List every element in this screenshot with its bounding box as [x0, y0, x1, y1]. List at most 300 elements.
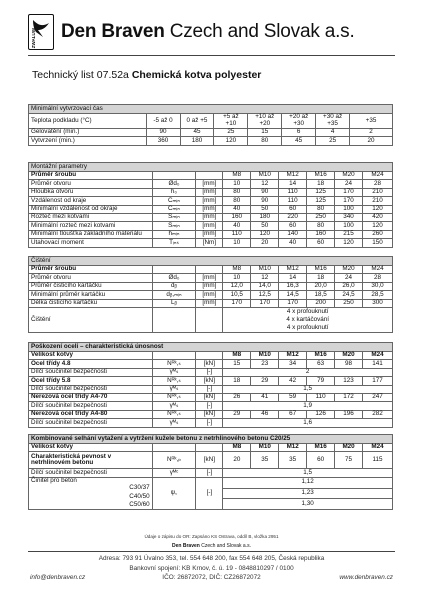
parameter-unit: [mm]: [196, 274, 223, 282]
parameter-value: 115: [363, 452, 393, 469]
table-cell: [152, 172, 196, 180]
mounting-parameters-table: [28, 162, 393, 248]
table-cell: [196, 307, 223, 332]
safety-factor-row: [29, 469, 393, 477]
cleaning-step: 4 x profouknutí: [286, 307, 329, 315]
parameter-value: 15: [223, 360, 251, 368]
parameter-value: 420: [363, 213, 393, 221]
mounting-section-title: Montážní parametry: [29, 163, 393, 172]
parameter-symbol: γᴹₛ: [152, 368, 196, 376]
parameter-symbol: Nᴿᵏ,ₛ: [152, 360, 196, 368]
parameter-unit: [mm]: [196, 299, 223, 307]
parameter-value: 24: [335, 274, 363, 282]
parameter-label: Délka čisticího kartáčku: [29, 299, 153, 307]
parameter-value: 80: [223, 188, 251, 196]
parameter-value: 180: [251, 213, 279, 221]
parameter-unit: [-]: [196, 368, 223, 376]
concrete-failure-table: [28, 434, 393, 510]
parameter-symbol: γᴹᶜ: [152, 469, 196, 477]
parameter-label: Minimální vzdálenost od okraje: [29, 205, 153, 213]
table-cell: [152, 307, 196, 332]
parameter-unit: [-]: [196, 477, 223, 509]
parameter-symbol: Ød₀: [152, 180, 196, 188]
parameter-unit: [mm]: [196, 291, 223, 299]
curing-value: 2: [350, 129, 393, 137]
parameter-label: Nerezová ocel třídy A4-80: [29, 410, 153, 418]
size-header: M20: [335, 352, 363, 360]
size-header: M12: [279, 266, 307, 274]
size-header: M8: [223, 352, 251, 360]
parameter-symbol: Nᴿᵏ,ₛ: [152, 377, 196, 385]
parameter-symbol: h₀: [152, 188, 196, 196]
parameter-unit: [mm]: [196, 180, 223, 188]
parameter-value: 35: [251, 452, 279, 469]
curing-row: [29, 137, 393, 145]
parameter-symbol: Sₘᵢₙ: [152, 213, 196, 221]
parameter-unit: [-]: [196, 402, 223, 410]
curing-value: 80: [248, 137, 282, 145]
parameter-merged-value: 1,6: [223, 419, 393, 427]
parameter-unit: [mm]: [196, 222, 223, 230]
parameter-value: 20: [223, 452, 251, 469]
parameter-merged-value: 1,5: [223, 385, 393, 393]
parameter-row: [29, 239, 393, 247]
temperature-row: [29, 114, 393, 129]
parameter-label: Ocel třídy 4.8: [29, 360, 153, 368]
curing-value: 360: [146, 137, 180, 145]
parameter-value: 18: [223, 377, 251, 385]
parameter-label: Průměr čisticího kartáčku: [29, 282, 153, 290]
parameter-row: [29, 188, 393, 196]
parameter-label: Průměr otvoru: [29, 180, 153, 188]
concrete-class: C50/60: [129, 500, 150, 508]
parameter-value: 80: [307, 222, 335, 230]
parameter-value: 29: [223, 410, 251, 418]
parameter-value: 250: [335, 299, 363, 307]
concrete-factor-title: Činitel pro beton: [31, 476, 77, 484]
parameter-value: 80: [223, 197, 251, 205]
parameter-unit: [kN]: [196, 452, 223, 469]
parameter-value: 250: [307, 213, 335, 221]
size-header: M20: [335, 444, 363, 452]
size-header: M10: [251, 172, 279, 180]
parameter-unit: [-]: [196, 385, 223, 393]
size-header: M16: [307, 172, 335, 180]
parameter-row: [29, 222, 393, 230]
concrete-factor-row: [29, 477, 393, 488]
curing-value: 4: [316, 129, 350, 137]
parameter-symbol: Cₘᵢₙ: [152, 197, 196, 205]
curing-row-label: Gelovatění (min.): [29, 129, 147, 137]
parameter-value: 215: [335, 230, 363, 238]
footer-divider: [28, 551, 395, 552]
parameter-row: [29, 410, 393, 418]
parameter-unit: [-]: [196, 419, 223, 427]
parameter-value: 18: [307, 274, 335, 282]
parameter-value: 41: [251, 393, 279, 401]
curing-value: 25: [214, 129, 248, 137]
parameter-row: [29, 180, 393, 188]
size-header: M24: [363, 172, 393, 180]
parameter-value: 12,5: [251, 291, 279, 299]
parameter-symbol: γᴹₛ: [152, 385, 196, 393]
parameter-value: 40: [223, 222, 251, 230]
size-header: M24: [363, 352, 393, 360]
temperature-range: +5 až +10: [214, 114, 248, 129]
size-header-label: Průměr šroubu: [29, 172, 153, 180]
footer-brand-rest: Czech and Slovak a.s.: [199, 543, 251, 549]
parameter-unit: [kN]: [196, 393, 223, 401]
parameter-label: Minimální průměr kartáčku: [29, 291, 153, 299]
steel-failure-table: [28, 342, 393, 428]
parameter-unit: [kN]: [196, 410, 223, 418]
parameter-unit: [kN]: [196, 360, 223, 368]
parameter-value: 170: [223, 299, 251, 307]
parameter-symbol: ψ꜀: [152, 477, 196, 509]
parameter-symbol: Nᴿᵏ,ₛ: [152, 393, 196, 401]
size-header-row: [29, 172, 393, 180]
size-header: M16: [307, 444, 335, 452]
curing-section-title: Minimální vytvrzovací čas: [29, 105, 393, 114]
parameter-label: Dílčí součinitel bezpečnosti: [29, 385, 153, 393]
parameter-value: 160: [307, 230, 335, 238]
parameter-row: [29, 419, 393, 427]
parameter-value: 80: [307, 205, 335, 213]
parameter-label: Vzdálenost od kraje: [29, 197, 153, 205]
parameter-value: 40: [279, 239, 307, 247]
parameter-value: 110: [307, 393, 335, 401]
parameter-value: 170: [279, 299, 307, 307]
footer-website[interactable]: www.denbraven.cz: [339, 574, 393, 581]
parameter-symbol: Tᵢₙₛ: [152, 239, 196, 247]
temperature-range: +10 až +20: [248, 114, 282, 129]
parameter-label: Ocel třídy 5.8: [29, 377, 153, 385]
parameter-value: 12: [251, 274, 279, 282]
size-header: M12: [279, 352, 307, 360]
parameter-value: 35: [279, 452, 307, 469]
parameter-label: Dílčí součinitel bezpečnosti: [29, 469, 153, 477]
curing-value: 25: [316, 137, 350, 145]
page-header: [28, 12, 408, 52]
curing-value: 45: [282, 137, 316, 145]
cleaning-section-title: Čištění: [29, 257, 393, 266]
temperature-range: 0 až +5: [180, 114, 214, 129]
parameter-unit: [mm]: [196, 197, 223, 205]
parameter-value: 79: [307, 377, 335, 385]
size-header-label: Velikost kotvy: [29, 352, 153, 360]
parameter-symbol: Nᴿᵏ,ₛ: [152, 410, 196, 418]
size-header: M20: [335, 266, 363, 274]
table-cell: [196, 444, 223, 452]
size-header: M8: [223, 444, 251, 452]
parameter-value: 150: [363, 239, 393, 247]
size-header: M20: [335, 172, 363, 180]
footer-bank: Bankovní spojení: KB Krnov, č. ú. 19 - 0848810297 / 0100: [129, 565, 294, 572]
footer-email[interactable]: info@denbraven.cz: [30, 574, 86, 581]
table-cell: [152, 444, 196, 452]
company-name: [61, 21, 355, 43]
concrete-section-title: Kombinované selhání vytažení a vytržení kužele betonu z netrhlinového betonu C20/25: [29, 435, 393, 444]
temperature-range: +30 až +35: [316, 114, 350, 129]
size-header: M16: [307, 266, 335, 274]
cleaning-step: 4 x kartáčování: [286, 315, 330, 323]
parameter-value: 10: [223, 180, 251, 188]
size-header-label: Průměr šroubu: [29, 266, 153, 274]
parameter-value: 14,5: [279, 291, 307, 299]
parameter-value: 60: [279, 222, 307, 230]
parameter-value: 26,0: [335, 282, 363, 290]
parameter-value: 26: [223, 393, 251, 401]
size-header: M16: [307, 352, 335, 360]
concrete-class: C40/50: [129, 492, 150, 500]
parameter-value: 42: [279, 377, 307, 385]
parameter-value: 60: [307, 452, 335, 469]
parameter-row: [29, 291, 393, 299]
parameter-value: 120: [335, 239, 363, 247]
company-name-rest: Czech and Slovak a.s.: [164, 21, 355, 42]
parameter-row: [29, 282, 393, 290]
footer-brand: [0, 543, 423, 549]
parameter-label: Minimální tloušťka základního materiálu: [29, 230, 153, 238]
temperature-range: +20 až +30: [282, 114, 316, 129]
parameter-value: 10: [223, 274, 251, 282]
parameter-value: 16,3: [279, 282, 307, 290]
parameter-row: [29, 197, 393, 205]
curing-time-table: [28, 104, 393, 146]
registry-note: Údaje o zápisu do OR: Zapsáno KS Ostrava, oddíl B, vložka 2951: [144, 534, 279, 539]
table-cell: [152, 266, 196, 274]
parameter-value: 120: [363, 222, 393, 230]
table-cell: [196, 352, 223, 360]
parameter-value: 220: [279, 213, 307, 221]
logo-wordmark: ZWALUW: [31, 27, 36, 48]
parameter-value: 40: [223, 205, 251, 213]
footer-address: Adresa: 793 91 Úvalno 353, tel. 554 648 200, fax 554 648 205, Česká republika: [98, 555, 325, 562]
curing-value: 180: [180, 137, 214, 145]
document-title-prefix: Technický list 07.52a: [32, 69, 132, 81]
parameter-unit: [mm]: [196, 213, 223, 221]
document-title: [32, 69, 261, 81]
parameter-label: Utahovací moment: [29, 239, 153, 247]
size-header-row: [29, 444, 393, 452]
parameter-value: 24: [335, 180, 363, 188]
parameter-value: 200: [307, 299, 335, 307]
parameter-value: 29: [251, 377, 279, 385]
size-header: M12: [279, 172, 307, 180]
curing-value: 20: [350, 137, 393, 145]
parameter-symbol: dᵦ,ₘᵢₙ: [152, 291, 196, 299]
parameter-value: 28: [363, 274, 393, 282]
concrete-class: C30/37: [129, 484, 150, 492]
parameter-value: 60: [307, 239, 335, 247]
parameter-value: 141: [363, 360, 393, 368]
parameter-row: [29, 377, 393, 385]
parameter-value: 14,0: [251, 282, 279, 290]
parameter-value: 100: [335, 222, 363, 230]
parameter-symbol: Nᴿᵏ,ₚ: [152, 452, 196, 469]
parameter-unit: [mm]: [196, 282, 223, 290]
parameter-value: 140: [279, 230, 307, 238]
parameter-symbol: Lᵦ: [152, 299, 196, 307]
parameter-value: 14: [279, 274, 307, 282]
parameter-symbol: Ød₀: [152, 274, 196, 282]
parameter-value: 282: [363, 410, 393, 418]
parameter-value: 98: [335, 360, 363, 368]
table-cell: [196, 266, 223, 274]
curing-value: 120: [214, 137, 248, 145]
size-header: M24: [363, 266, 393, 274]
characteristic-strength-row: [29, 452, 393, 469]
parameter-value: 67: [279, 410, 307, 418]
parameter-merged-value: 2: [223, 368, 393, 376]
parameter-value: 126: [307, 410, 335, 418]
parameter-value: 125: [307, 188, 335, 196]
concrete-factor-value: 1,12: [223, 477, 393, 488]
parameter-unit: [-]: [196, 469, 223, 477]
table-cell: [152, 352, 196, 360]
parameter-symbol: hₘᵢₙ: [152, 230, 196, 238]
parameter-value: 210: [363, 197, 393, 205]
concrete-class-list: [31, 484, 150, 509]
temperature-range: +35: [350, 114, 393, 129]
size-header: M24: [363, 444, 393, 452]
parameter-label: Dílčí součinitel bezpečnosti: [29, 402, 153, 410]
parameter-value: 120: [363, 205, 393, 213]
size-header: M12: [279, 444, 307, 452]
parameter-value: 75: [335, 452, 363, 469]
company-name-bold: Den Braven: [61, 21, 165, 42]
parameter-value: 63: [307, 360, 335, 368]
parameter-label: Průměr otvoru: [29, 274, 153, 282]
size-header: M10: [251, 352, 279, 360]
parameter-unit: [Nm]: [196, 239, 223, 247]
parameter-value: 12,0: [223, 282, 251, 290]
parameter-label: Dílčí součinitel bezpečnosti: [29, 419, 153, 427]
cleaning-method-steps: [223, 307, 393, 332]
size-header-row: [29, 352, 393, 360]
parameter-value: 170: [335, 188, 363, 196]
curing-value: 90: [146, 129, 180, 137]
concrete-factor-label: [29, 477, 153, 509]
parameter-value: 177: [363, 377, 393, 385]
cleaning-method-row: [29, 307, 393, 332]
parameter-value: 123: [335, 377, 363, 385]
parameter-value: 30,0: [363, 282, 393, 290]
parameter-value: 59: [279, 393, 307, 401]
parameter-symbol: Cₘᵢₙ: [152, 205, 196, 213]
curing-value: 45: [180, 129, 214, 137]
parameter-value: 160: [223, 213, 251, 221]
cleaning-method-label: Čištění: [29, 307, 153, 332]
curing-row-label: Vytvrzení (min.): [29, 137, 147, 145]
parameter-row: [29, 360, 393, 368]
size-header: M10: [251, 266, 279, 274]
parameter-value: 110: [279, 188, 307, 196]
cleaning-table: [28, 256, 393, 333]
parameter-unit: [mm]: [196, 230, 223, 238]
parameter-value: 100: [335, 205, 363, 213]
footer-ids: IČO: 26872072, DIČ: CZ26872072: [162, 574, 261, 581]
parameter-value: 24,5: [335, 291, 363, 299]
parameter-value: 120: [251, 230, 279, 238]
parameter-symbol: dᵦ: [152, 282, 196, 290]
parameter-symbol: Sₘᵢₙ: [152, 222, 196, 230]
parameter-label: Dílčí součinitel bezpečnosti: [29, 368, 153, 376]
parameter-value: 300: [363, 299, 393, 307]
parameter-value: 18: [307, 180, 335, 188]
parameter-row: [29, 368, 393, 376]
parameter-value: 28,5: [363, 291, 393, 299]
parameter-row: [29, 385, 393, 393]
parameter-label: Rozteč mezi kotvami: [29, 213, 153, 221]
parameter-symbol: γᴹₛ: [152, 402, 196, 410]
parameter-value: 110: [223, 230, 251, 238]
parameter-value: 125: [307, 197, 335, 205]
parameter-value: 210: [363, 188, 393, 196]
parameter-value: 28: [363, 180, 393, 188]
concrete-factor-value: 1,30: [223, 499, 393, 510]
parameter-value: 90: [251, 197, 279, 205]
parameter-symbol: γᴹₛ: [152, 419, 196, 427]
parameter-unit: [mm]: [196, 188, 223, 196]
parameter-value: 170: [335, 197, 363, 205]
concrete-factor-value: 1,23: [223, 488, 393, 499]
curing-row: [29, 129, 393, 137]
parameter-merged-value: 1,9: [223, 402, 393, 410]
parameter-value: 50: [251, 205, 279, 213]
parameter-value: 260: [363, 230, 393, 238]
size-header: M8: [223, 266, 251, 274]
characteristic-strength-label: Charakteristická pevnost v netrhlinovém betonu: [29, 452, 153, 469]
temperature-label: Teplota podkladu (°C): [29, 114, 147, 129]
parameter-value: 10: [223, 239, 251, 247]
steel-section-title: Poškození oceli – charakteristická únosnost: [29, 343, 393, 352]
parameter-label: Nerezová ocel třídy A4-70: [29, 393, 153, 401]
parameter-unit: [kN]: [196, 377, 223, 385]
parameter-label: Minimální rozteč mezi kotvami: [29, 222, 153, 230]
parameter-value: 196: [335, 410, 363, 418]
parameter-value: 34: [279, 360, 307, 368]
parameter-value: 60: [279, 205, 307, 213]
temperature-range: -5 až 0: [146, 114, 180, 129]
header-divider: [28, 55, 395, 56]
parameter-row: [29, 299, 393, 307]
curing-value: 6: [282, 129, 316, 137]
table-cell: [196, 172, 223, 180]
parameter-value: 247: [363, 393, 393, 401]
parameter-row: [29, 230, 393, 238]
parameter-value: 18,5: [307, 291, 335, 299]
size-header-row: [29, 266, 393, 274]
parameter-value: 46: [251, 410, 279, 418]
size-header-label: Velikost kotvy: [29, 444, 153, 452]
product-name: Chemická kotva polyester: [131, 69, 262, 81]
parameter-row: [29, 393, 393, 401]
footer-brand-bold: Den Braven: [172, 543, 200, 549]
cleaning-step: 4 x profouknutí: [286, 323, 329, 331]
curing-value: 15: [248, 129, 282, 137]
parameter-value: 50: [251, 222, 279, 230]
parameter-merged-value: 1,5: [223, 469, 393, 477]
parameter-row: [29, 205, 393, 213]
parameter-value: 20,0: [307, 282, 335, 290]
parameter-value: 340: [335, 213, 363, 221]
parameter-value: 170: [251, 299, 279, 307]
parameter-unit: [mm]: [196, 205, 223, 213]
parameter-row: [29, 213, 393, 221]
parameter-value: 12: [251, 180, 279, 188]
parameter-value: 90: [251, 188, 279, 196]
